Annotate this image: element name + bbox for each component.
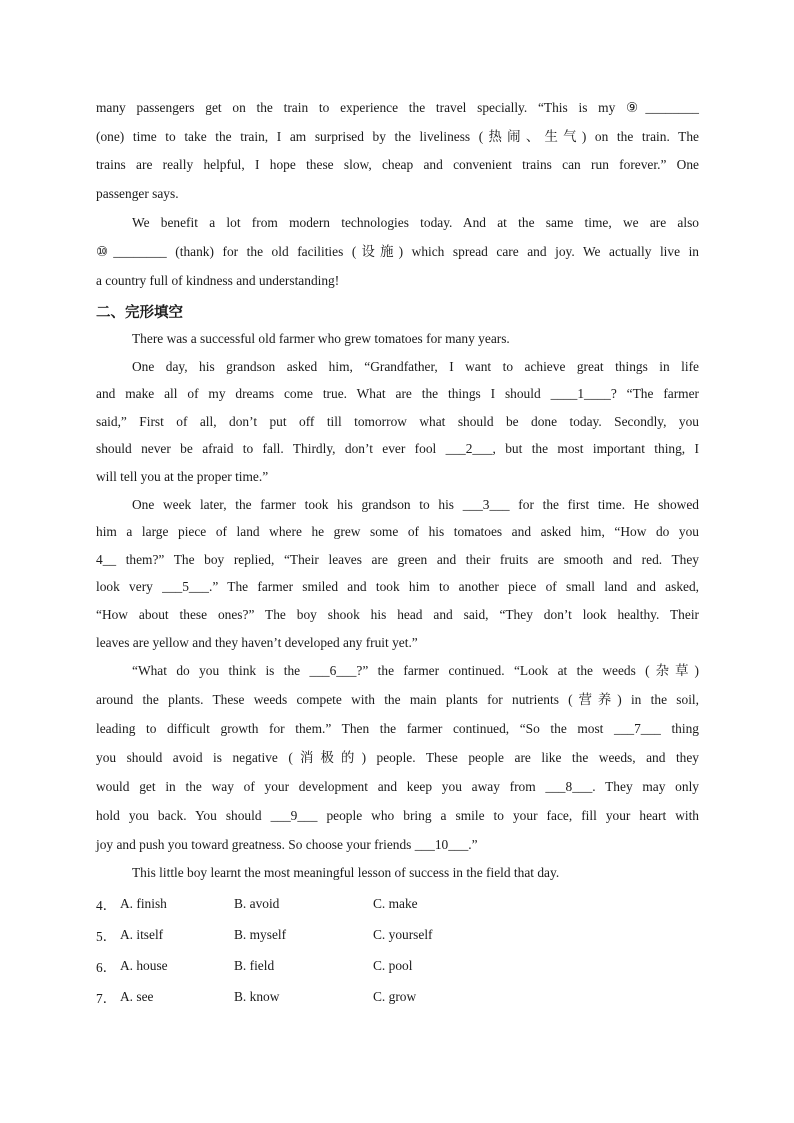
text-line: “How about these ones?” The boy shook his head and said, “They don’t look healthy. Their [96,606,699,622]
text-run: them?” The boy replied, “Their leaves are green and their fruits are smooth and red. They [116,551,699,567]
blank-9[interactable]: ___9___ [270,808,318,824]
question-number: 5． [96,928,117,944]
question-number: 7． [96,990,117,1006]
text-run: thing [660,721,699,737]
question-options [96,889,699,1013]
text-line: passenger says. [96,185,179,201]
text-line: leaves are yellow and they haven’t developed any fruit yet.” [96,634,418,650]
text-line: There was a successful old farmer who grew tomatoes for many years. [132,331,510,346]
text-run: look very [96,579,153,595]
question-row [96,951,699,982]
blank-number: ____1____ [550,386,611,402]
text-line [96,380,699,408]
text-run: “What do you think is the [132,663,301,679]
text-line [96,801,699,830]
option-c[interactable]: C. yourself [373,927,433,943]
text-line: you should avoid is negative (消极的) people. These people are like the weeds, and they [96,750,699,766]
text-run: would get in the way of your development and keep you away from [96,779,536,795]
text-line [96,830,699,859]
text-line: will tell you at the proper time.” [96,468,269,484]
text-line: said,” First of all, don’t put off till tomorrow what should be done today. Secondly, you [96,413,699,429]
option-a[interactable]: A. finish [120,896,167,912]
text-line [96,714,699,743]
text-line [96,772,699,801]
blank-3[interactable]: ___3___ [462,496,510,512]
blank-6[interactable]: ___6___ [309,663,357,679]
text-line [96,435,699,463]
option-a[interactable]: A. itself [120,927,164,943]
blank-7[interactable]: ___7___ [614,721,661,737]
blank-2[interactable]: ___2___ [445,441,493,457]
question-row [96,889,699,920]
page-content [96,94,699,1013]
text-line: a country full of kindness and understanding! [96,273,340,288]
text-line: One day, his grandson asked him, “Grandfather, I want to achieve great things in life [132,358,699,374]
text-run: ? “The farmer [610,386,699,402]
text-run: people who bring a smile to your face, fill your heart with [317,808,700,824]
text-line: many passengers get on the train to experience the travel specially. “This is my ⑨________ [96,100,699,115]
text-line [96,573,699,601]
blank-1[interactable] [551,386,611,401]
text-line [96,656,699,685]
text-line: This little boy learnt the most meaningful lesson of success in the field that day. [132,865,560,881]
question-row [96,920,699,951]
option-a[interactable]: A. house [120,958,168,974]
option-b[interactable]: B. field [234,958,275,974]
passage-paragraph-2 [96,208,699,295]
option-b[interactable]: B. myself [234,927,287,943]
text-run: , but the most important thing, I [492,441,699,457]
option-a[interactable]: A. see [120,989,154,1005]
text-run: ?” the farmer continued. “Look at the weeds (杂草) [356,663,699,679]
blank-4[interactable]: 4__ [96,551,117,567]
option-b[interactable]: B. avoid [234,896,280,912]
passage-paragraph-1 [96,94,699,208]
text-run: . They may only [592,779,699,795]
text-line: (one) time to take the train, I am surprised by the liveliness (热闹、生气) on the train. The [96,128,699,144]
cloze-paragraph-1 [96,325,699,353]
text-line: around the plants. These weeds compete with the main plants for nutrients (营养) in the soil, [96,692,699,708]
text-line: We benefit a lot from modern technologies today. And at the same time, we are also [132,215,699,230]
option-c[interactable]: C. pool [373,958,413,974]
text-line: him a large piece of land where he grew some of his tomatoes and asked him, “How do you [96,524,699,540]
cloze-paragraph-4 [96,656,699,859]
text-run: leading to difficult growth for them.” Then the farmer continued, “So the most [96,721,604,737]
option-c[interactable]: C. make [373,896,418,912]
text-line [96,546,699,574]
text-run: hold you back. You should [96,808,262,824]
text-line: trains are really helpful, I hope these slow, cheap and convenient trains can run forever.” One [96,157,699,172]
cloze-paragraph-5 [96,859,699,887]
question-number: 4． [96,897,117,913]
blank-8[interactable]: ___8___ [545,779,593,795]
blank-10[interactable]: ___10___ [414,837,469,853]
text-run: for the first time. He showed [509,496,699,512]
option-b[interactable]: B. know [234,989,280,1005]
cloze-paragraph-3 [96,491,699,657]
text-line: ⑩________ (thank) for the old facilities (设施) which spread care and joy. We actually live in [96,244,699,259]
section-heading: 二、完形填空 [96,305,183,321]
blank-5[interactable]: ___5___ [162,579,209,595]
text-run: and make all of my dreams come true. What are the things I should [96,386,541,402]
cloze-paragraph-2 [96,353,699,491]
text-line [96,491,699,519]
text-run: joy and push you toward greatness. So choose your friends [96,837,412,853]
text-run: One week later, the farmer took his grandson to his [132,496,455,512]
question-number: 6． [96,959,117,975]
question-row [96,982,699,1013]
option-c[interactable]: C. grow [373,989,417,1005]
text-run: .” The farmer smiled and took him to another piece of small land and asked, [209,579,699,595]
text-run: should never be afraid to fall. Thirdly, don’t ever fool [96,441,437,457]
text-run: .” [468,837,478,853]
